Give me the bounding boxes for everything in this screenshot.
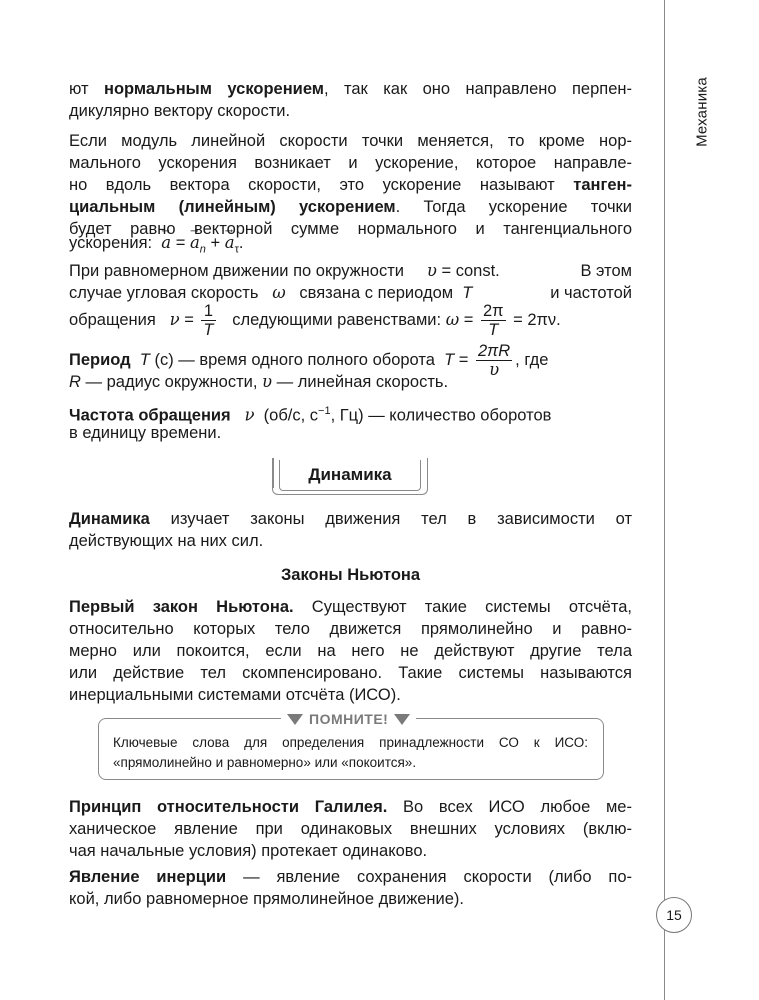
text: — радиус окружности, bbox=[80, 373, 263, 391]
text: — явление сохранения скорости (либо по- bbox=[226, 868, 633, 886]
para3-line3 bbox=[69, 300, 561, 340]
galileo-line2: ханическое явление при одинаковых внешних условиях (вклю- bbox=[69, 820, 632, 838]
para2-line2: мального ускорения возникает и ускорение, которое направле- bbox=[69, 154, 632, 172]
text: — линейная скорость. bbox=[272, 373, 449, 391]
symbol-nu: ν bbox=[244, 405, 255, 425]
term-inertia: Явление инерции bbox=[69, 868, 227, 886]
text: + bbox=[205, 234, 225, 252]
term-normal-acceleration: нормальным ускорением bbox=[104, 80, 324, 98]
inertia-line1 bbox=[69, 866, 632, 888]
numerator: 2π bbox=[482, 302, 504, 321]
remember-line1: Ключевые слова для определения принадлежности СО к ИСО: bbox=[113, 735, 588, 750]
term-tangential: танген- bbox=[573, 176, 632, 194]
remember-title-text: ПОМНИТЕ! bbox=[309, 711, 389, 727]
text: = bbox=[171, 234, 190, 252]
remember-line2: «прямолинейно и равномерно» или «покоится». bbox=[113, 755, 417, 770]
para3-line1 bbox=[69, 260, 632, 282]
subscript-tau: τ bbox=[234, 243, 239, 256]
newton-line4: или действие тел скомпенсировано. Такие системы называются bbox=[69, 664, 632, 682]
text: обращения bbox=[69, 311, 156, 329]
text: , Гц) — количество оборотов bbox=[330, 406, 552, 425]
symbol-T: T bbox=[444, 351, 455, 369]
para2-line3 bbox=[69, 174, 632, 196]
para2-line5: будет равно векторной сумме нормального и тангенциального bbox=[69, 220, 632, 238]
numerator: 2πR bbox=[478, 342, 511, 361]
term-galileo-principle: Принцип относительности Галилея. bbox=[69, 798, 388, 816]
text: ют bbox=[69, 80, 104, 98]
superscript: −1 bbox=[318, 405, 331, 417]
fraction-2pi-over-T bbox=[481, 302, 506, 339]
term-tangential-acceleration: циальным (линейным) ускорением bbox=[69, 198, 396, 216]
inertia-line2: кой, либо равномерное прямолинейное движение). bbox=[69, 890, 465, 908]
fraction-2piR-over-v bbox=[476, 342, 512, 379]
text: (с) — время одного полного оборота bbox=[154, 351, 435, 369]
denominator: υ bbox=[489, 360, 500, 380]
vector-a-tau: → a bbox=[225, 232, 235, 254]
term-dynamics: Динамика bbox=[69, 510, 150, 528]
page-number bbox=[656, 897, 692, 933]
text: , так как оно направлено перпен- bbox=[323, 80, 632, 98]
page-number-text: 15 bbox=[666, 907, 682, 923]
denominator: T bbox=[488, 321, 499, 340]
symbol-nu: ν bbox=[169, 310, 180, 329]
text: изучает законы движения тел в зависимости от bbox=[149, 510, 632, 528]
symbol-v: υ bbox=[426, 261, 437, 280]
numerator: 1 bbox=[201, 302, 215, 321]
vector-a: → a bbox=[161, 232, 171, 254]
galileo-line3: чая начальные условия) протекает одинаково. bbox=[69, 842, 428, 860]
para4-line2 bbox=[69, 371, 448, 393]
text: . Тогда ускорение точки bbox=[395, 198, 632, 216]
text: . bbox=[238, 234, 244, 252]
subscript-n: n bbox=[199, 243, 206, 256]
para1-line1 bbox=[69, 78, 632, 100]
text: Существуют такие системы отсчёта, bbox=[293, 598, 632, 616]
symbol-omega: ω bbox=[272, 283, 286, 302]
text: и частотой bbox=[550, 284, 632, 302]
text: = 2πν. bbox=[508, 311, 561, 329]
vector-a-n: → a bbox=[190, 232, 200, 254]
text: Во всех ИСО любое ме- bbox=[387, 798, 632, 816]
section-heading-text: Динамика bbox=[308, 465, 392, 484]
term-period: Период bbox=[69, 351, 131, 369]
sidebar-divider bbox=[664, 0, 665, 1000]
newton-line5: инерциальными системами отсчёта (ИСО). bbox=[69, 686, 401, 704]
text: ускорения: bbox=[69, 234, 153, 252]
dynamics-line1 bbox=[69, 508, 632, 530]
symbol-T: T bbox=[462, 284, 473, 302]
newton-line3: мерно или покоится, если на него не действуют другие тела bbox=[69, 642, 632, 660]
text: следующими равенствами: bbox=[232, 311, 442, 329]
text: , где bbox=[515, 351, 549, 369]
section-label: Механика bbox=[693, 77, 711, 147]
text: При равномерном движении по окружности bbox=[69, 262, 404, 280]
text: но вдоль вектора скорости, это ускорение называют bbox=[69, 176, 574, 194]
denominator: T bbox=[203, 321, 214, 340]
galileo-line1 bbox=[69, 796, 632, 818]
remember-title bbox=[281, 709, 416, 729]
section-heading bbox=[279, 460, 421, 491]
text: = bbox=[454, 351, 473, 369]
text: = bbox=[179, 311, 199, 329]
newton-line2: относительно которых тело движется прямолинейно и равно- bbox=[69, 620, 632, 638]
text: (об/с, с bbox=[263, 406, 319, 425]
fraction-1-over-T bbox=[201, 302, 215, 339]
para5-line2: в единицу времени. bbox=[69, 424, 222, 442]
text: = const. bbox=[436, 262, 500, 280]
dynamics-line2: действующих на них сил. bbox=[69, 532, 264, 550]
term-frequency: Частота обращения bbox=[69, 406, 231, 425]
text: = bbox=[459, 311, 478, 329]
triangle-down-icon bbox=[394, 714, 410, 725]
symbol-T: T bbox=[139, 351, 150, 369]
para2-line6 bbox=[69, 232, 244, 260]
text: связана с периодом bbox=[299, 284, 454, 302]
triangle-down-icon bbox=[287, 714, 303, 725]
term-first-law: Первый закон Ньютона. bbox=[69, 598, 294, 616]
para1-line2: дикулярно вектору скорости. bbox=[69, 102, 291, 120]
para2-line1: Если модуль линейной скорости точки меняется, то кроме нор- bbox=[69, 132, 632, 150]
text: случае угловая скорость bbox=[69, 284, 259, 302]
para2-line4 bbox=[69, 196, 632, 218]
symbol-omega: ω bbox=[445, 310, 460, 329]
subheading: Законы Ньютона bbox=[280, 566, 421, 584]
symbol-R: R bbox=[69, 373, 81, 391]
text: В этом bbox=[580, 262, 632, 280]
newton-line1 bbox=[69, 596, 632, 618]
symbol-v: υ bbox=[262, 372, 273, 391]
